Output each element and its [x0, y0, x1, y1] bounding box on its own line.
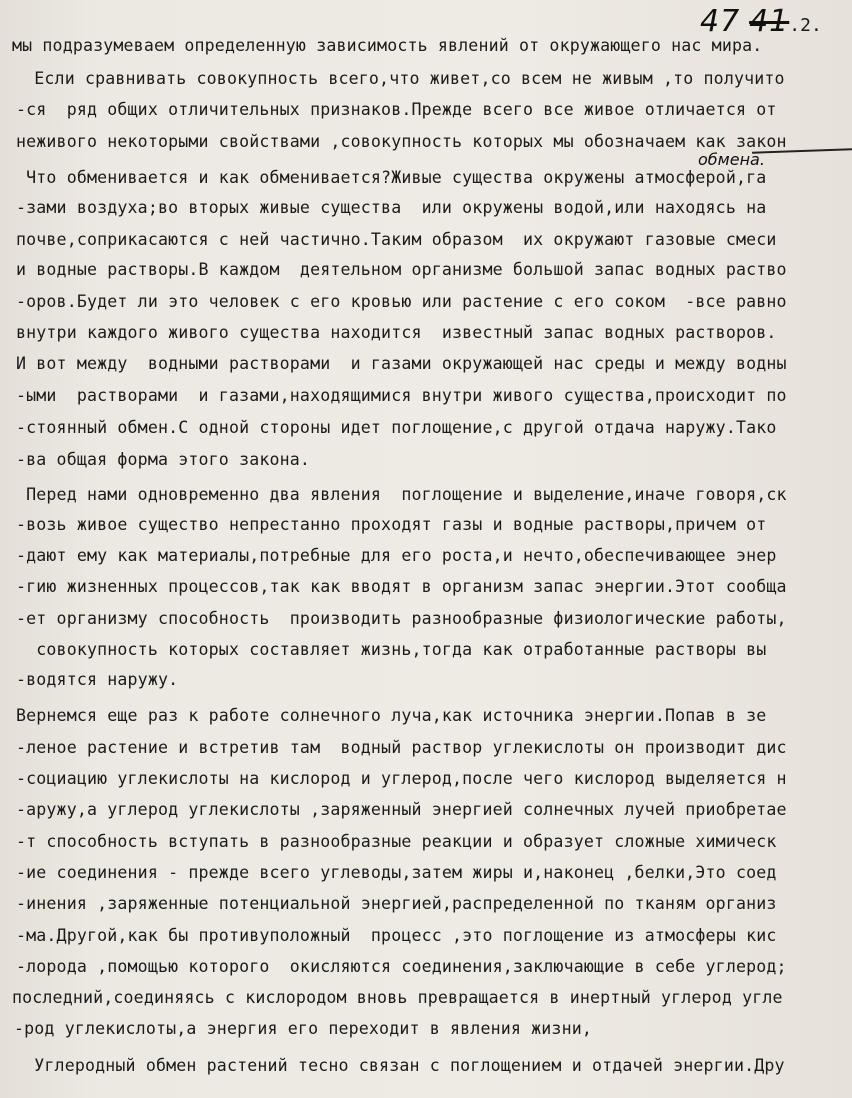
text-line: неживого некоторыми свойствами ,совокупность которых мы обозначаем как закон — [16, 132, 787, 151]
text-line: -ся ряд общих отличительных признаков.Прежде всего все живое отличается от — [16, 100, 777, 119]
text-line: -социацию углекислоты на кислород и углерод,после чего кислород выделяется н — [16, 769, 787, 788]
text-line: -т способность вступать в разнообразные реакции и образует сложные химическ — [16, 832, 777, 851]
text-line: мы подразумеваем определенную зависимость явлений от окружающего нас мира. — [12, 36, 763, 55]
text-line: Углеродный обмен растений тесно связан с поглощением и отдачей энергии.Дру — [14, 1056, 785, 1075]
text-line: -водятся наружу. — [16, 670, 179, 689]
text-line: -дают ему как материалы,потребные для его роста,и нечто,обеспечивающее энер — [16, 546, 777, 565]
page-number — [700, 4, 850, 38]
text-line: И вот между водными растворами и газами окружающей нас среды и между водны — [16, 354, 787, 373]
text-line: -ет организму способность производить разнообразные физиологические работы, — [16, 609, 787, 628]
text-line: Перед нами одновременно два явления поглощение и выделение,иначе говоря,ск — [16, 485, 787, 504]
text-line: Если сравнивать совокупность всего,что живет,со всем не живым ,то получито — [14, 69, 785, 88]
text-line: -ие соединения - прежде всего углеводы,затем жиры и,наконец ,белки,Это соед — [16, 863, 777, 882]
text-line: -аружу,а углерод углекислоты ,заряженный энергией солнечных лучей приобретае — [16, 800, 787, 819]
text-line: почве,соприкасаются с ней частично.Таким образом их окружают газовые смеси — [16, 230, 777, 249]
text-line: Что обменивается и как обменивается?Живые существа окружены атмосферой,га — [16, 168, 767, 187]
text-line: Вернемся еще раз к работе солнечного луча,как источника энергии.Попав в зе — [16, 706, 767, 725]
text-line: последний,соединяясь с кислородом вновь превращается в инертный углерод угле — [12, 988, 783, 1007]
typed-folio: .2. — [789, 15, 822, 36]
text-line: -леное растение и встретив там водный раствор углекислоты он производит дис — [16, 738, 787, 757]
text-line: внутри каждого живого существа находится известный запас водных растворов. — [16, 323, 777, 342]
text-line: -ма.Другой,как бы противуположный процесс ,это поглощение из атмосферы кис — [16, 926, 777, 945]
text-line: -ыми растворами и газами,находящимися внутри живого существа,происходит по — [16, 386, 787, 405]
text-line: -ва общая форма этого закона. — [16, 450, 311, 469]
handwritten-folio: 47 — [700, 4, 741, 39]
text-line: -оров.Будет ли это человек с его кровью или растение с его соком -все равно — [16, 292, 787, 311]
text-line: -стоянный обмен.С одной стороны идет поглощение,с другой отдача наружу.Тако — [16, 418, 777, 437]
struck-folio: 41 — [749, 4, 790, 39]
text-line: -возь живое существо непрестанно проходят газы и водные растворы,причем от — [16, 515, 767, 534]
handwritten-note: обмена. — [698, 150, 765, 169]
text-line: и водные растворы.В каждом деятельном организме большой запас водных раство — [16, 260, 787, 279]
text-line: -лорода ,помощью которого окисляются соединения,заключающие в себе углерод; — [16, 957, 787, 976]
text-line: -зами воздуха;во вторых живые существа или окружены водой,или находясь на — [16, 198, 767, 217]
text-line: -род углекислоты,а энергия его переходит в явления жизни, — [14, 1019, 592, 1038]
text-line: -гию жизненных процессов,так как вводят в организм запас энергии.Этот сообща — [16, 577, 787, 596]
text-line: -инения ,заряженные потенциальной энергией,распределенной по тканям организ — [16, 894, 777, 913]
text-line: совокупность которых составляет жизнь,тогда как отработанные растворы вы — [16, 640, 767, 659]
